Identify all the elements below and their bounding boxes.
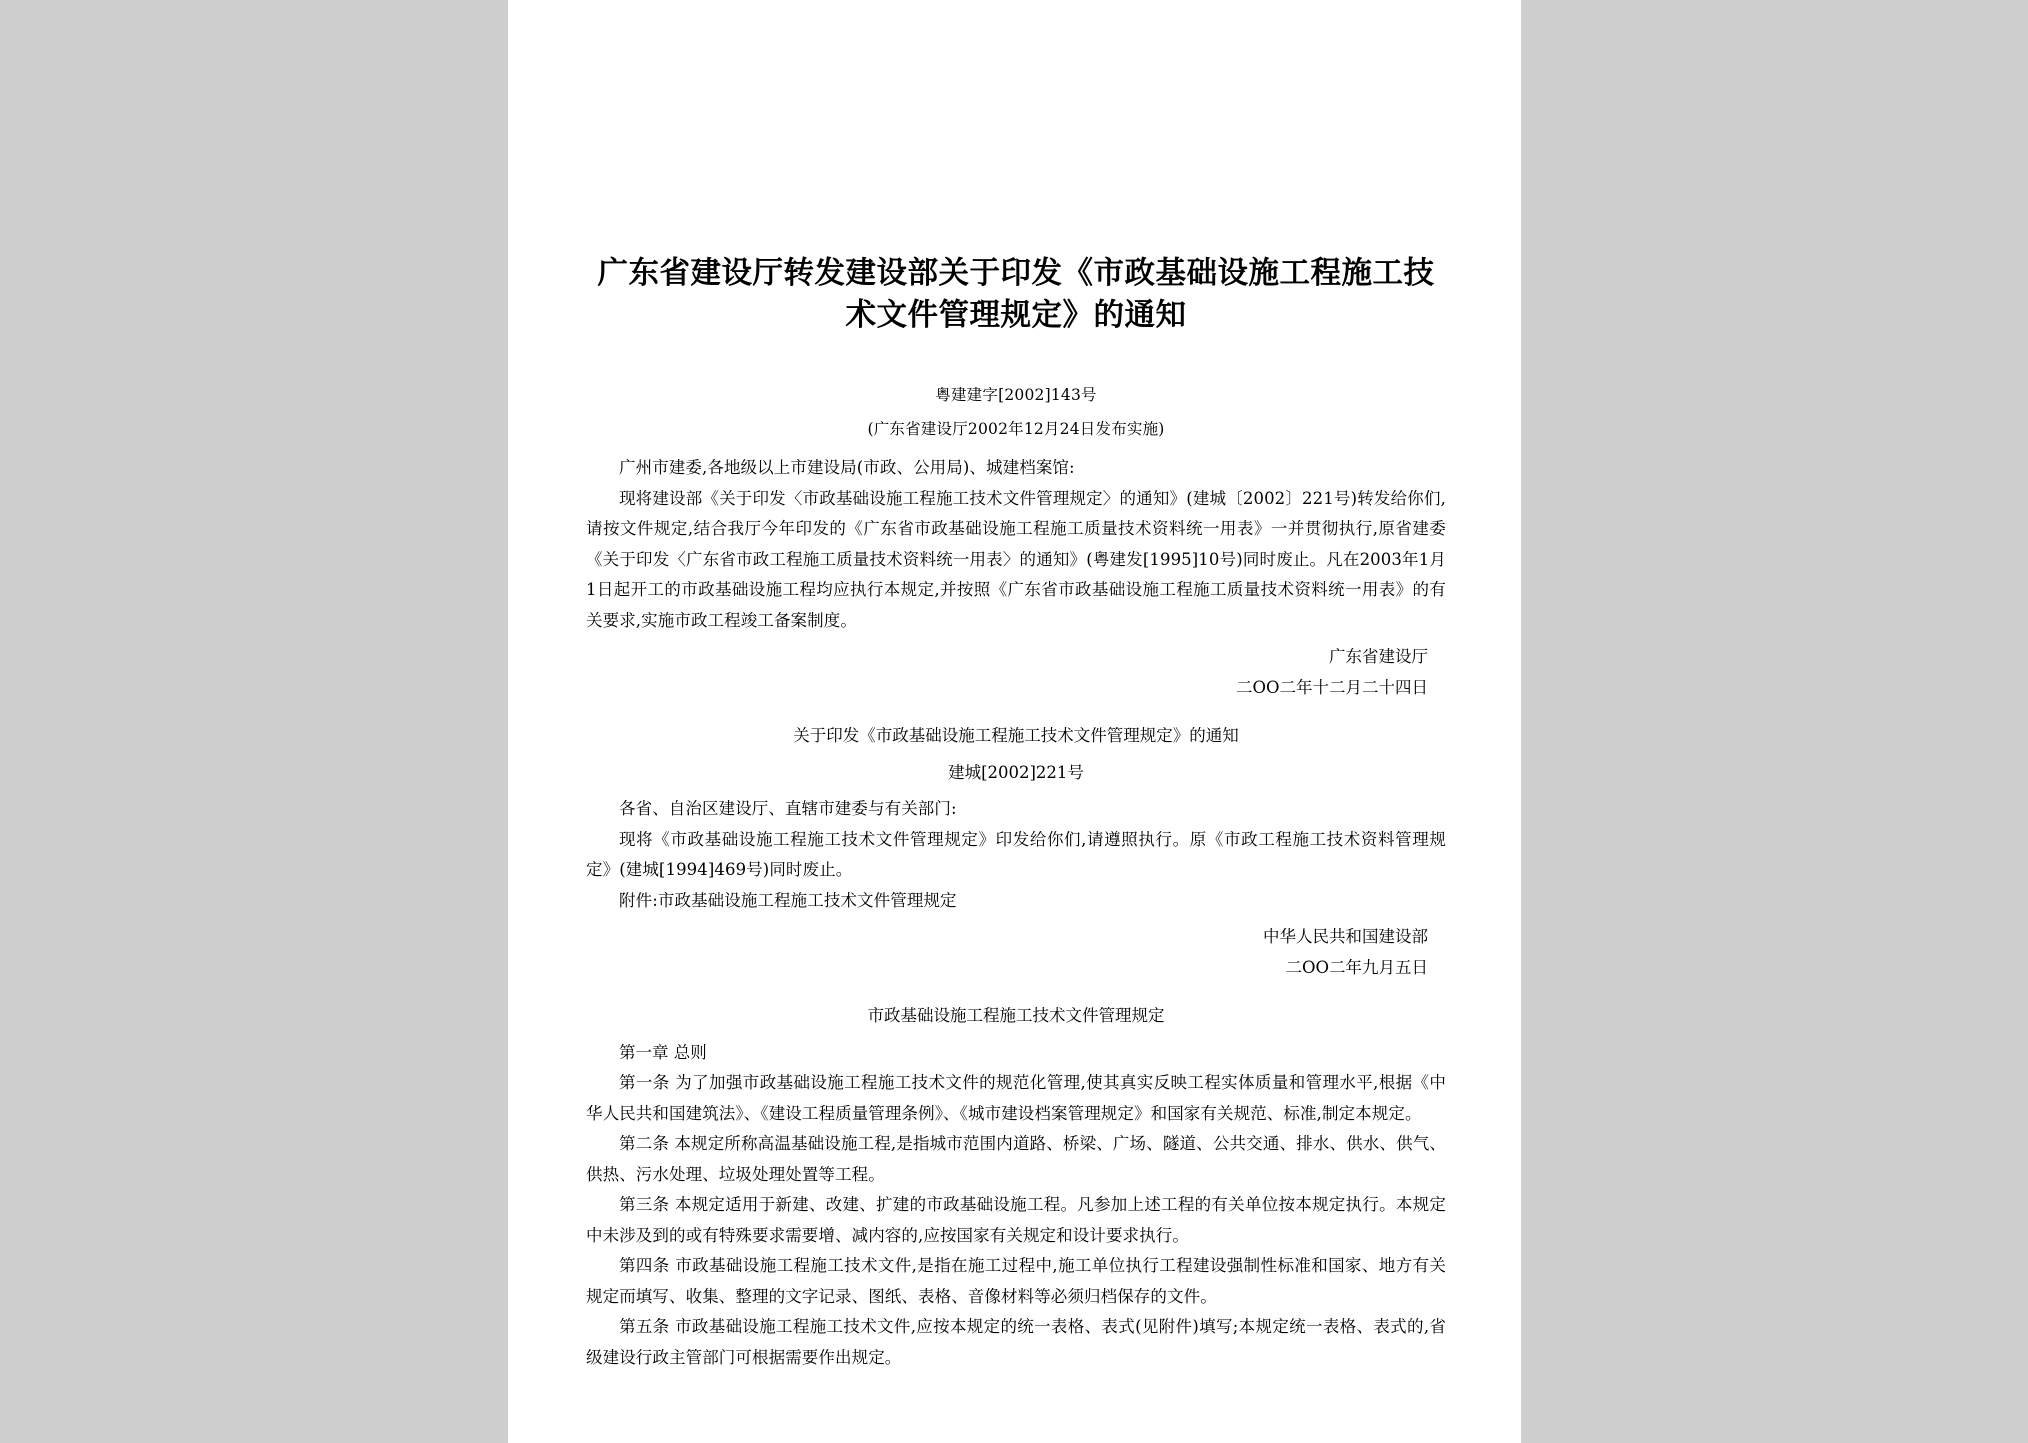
document-number: 粤建建字[2002]143号 xyxy=(935,386,1097,404)
subdocument-number: 建城[2002]221号 xyxy=(948,762,1084,782)
signature-date: 二OO二年十二月二十四日 xyxy=(1235,677,1428,697)
signature-ministry-date: 二OO二年九月五日 xyxy=(1285,957,1428,977)
signature-department: 广东省建设厅 xyxy=(1329,647,1428,666)
document-flow xyxy=(586,447,1446,1373)
regulation-title: 市政基础设施工程施工技术文件管理规定 xyxy=(867,1006,1165,1025)
paragraph-main: 现将建设部《关于印发〈市政基础设施工程施工技术文件管理规定〉的通知》(建城〔2002〕221号)转发给你们,请按文件规定,结合我厅今年印发的《广东省市政基础设施工程施工质量技术资料统一用表》一并贯彻执行,原省建委《关于印发〈广东省市政工程施工质量技术资料统一用表〉的通知》(粤建发[1995]10号)同时废止。凡在2003年1月1日起开工的市政基础设施工程均应执行本规定,并按照《广东省市政基础设施工程施工质量技术资料统一用表》的有关要求,实施市政工程竣工备案制度。 xyxy=(586,488,1446,630)
article-3: 第三条 本规定适用于新建、改建、扩建的市政基础设施工程。凡参加上述工程的有关单位按本规定执行。本规定中未涉及到的或有特殊要求需要增、减内容的,应按国家有关规定和设计要求执行。 xyxy=(586,1195,1446,1245)
subparagraph-attachment: 附件:市政基础设施工程施工技术文件管理规定 xyxy=(619,890,957,910)
subparagraph-addressee: 各省、自治区建设厅、直辖市建委与有关部门: xyxy=(619,799,957,818)
document-body xyxy=(586,0,1446,1443)
page-title: 广东省建设厅转发建设部关于印发《市政基础设施工程施工技术文件管理规定》的通知 xyxy=(597,256,1435,333)
paragraph-addressee: 广州市建委,各地级以上市建设局(市政、公用局)、城建档案馆: xyxy=(619,458,1075,477)
article-2: 第二条 本规定所称高温基础设施工程,是指城市范围内道路、桥梁、广场、隧道、公共交通、排水、供水、供气、供热、污水处理、垃圾处理处置等工程。 xyxy=(586,1134,1446,1184)
article-5: 第五条 市政基础设施工程施工技术文件,应按本规定的统一表格、表式(见附件)填写;本规定统一表格、表式的,省级建设行政主管部门可根据需要作出规定。 xyxy=(586,1317,1446,1367)
document-page xyxy=(508,0,1521,1443)
article-1: 第一条 为了加强市政基础设施工程施工技术文件的规范化管理,使其真实反映工程实体质量和管理水平,根据《中华人民共和国建筑法》、《建设工程质量管理条例》、《城市建设档案管理规定》和国家有关规范、标准,制定本规定。 xyxy=(586,1073,1446,1123)
document-issue-note: (广东省建设厅2002年12月24日发布实施) xyxy=(867,420,1165,438)
subdocument-title: 关于印发《市政基础设施工程施工技术文件管理规定》的通知 xyxy=(793,726,1239,745)
chapter-heading: 第一章 总则 xyxy=(619,1042,707,1062)
signature-ministry: 中华人民共和国建设部 xyxy=(1263,927,1428,946)
subparagraph-main: 现将《市政基础设施工程施工技术文件管理规定》印发给你们,请遵照执行。原《市政工程施工技术资料管理规定》(建城[1994]469号)同时废止。 xyxy=(586,829,1446,879)
article-4: 第四条 市政基础设施工程施工技术文件,是指在施工过程中,施工单位执行工程建设强制性标准和国家、地方有关规定而填写、收集、整理的文字记录、图纸、表格、音像材料等必须归档保存的文件。 xyxy=(586,1256,1446,1306)
